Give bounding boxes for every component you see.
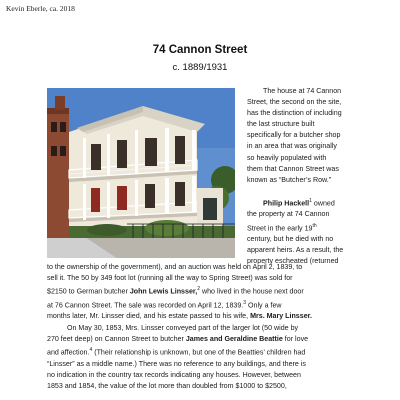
text-line: The house at 74 Cannon <box>263 87 342 95</box>
text-line: property escheated (returned <box>247 257 339 266</box>
text-line: Street in the early 19th <box>247 222 317 232</box>
page-subtitle: c. 1889/1931 <box>172 62 228 73</box>
text-line: specifically for a butcher shop <box>247 131 341 140</box>
text-line: Street, the second on the site, <box>247 98 342 107</box>
hackell-paragraph-column <box>247 196 367 267</box>
beattie-paragraph <box>47 323 367 392</box>
person-name: Philip Hackell <box>263 199 310 208</box>
text-line: century, but he died with no <box>247 235 334 243</box>
text-line: “Linsser” as a middle name.) There was no reference to any buildings, and there is <box>47 359 306 368</box>
byline: Kevin Eberle, ca. 2018 <box>6 4 75 13</box>
text-line: in an area that was originally <box>247 142 337 151</box>
footnote-ref: 1 <box>309 198 312 204</box>
text-line: 1853 and 1854, the value of the lot more than doubled from $1000 to $2500, <box>47 381 287 390</box>
text-line: to the ownership of the government), and an auction was held on April 2, 1839, to <box>47 263 303 271</box>
ordinal-suffix: th <box>312 222 317 229</box>
text-line: $2150 to German butcher John Lewis Linsser,$^2$ who lived in the house next door <box>47 286 304 296</box>
text-line: has the distinction of including <box>247 109 342 118</box>
page-title: 74 Cannon Street <box>152 44 248 56</box>
text-line: at 76 Cannon Street. The sale was recorded on April 12, 1839.$^3$ Only a few <box>47 299 282 309</box>
footnote-ref: 2 <box>197 286 201 293</box>
text-line: the property at 74 Cannon <box>247 210 330 219</box>
hackell-paragraph-full <box>47 262 367 322</box>
text-line: them that Cannon Street was <box>247 164 339 173</box>
text-line: the last structure built <box>247 120 315 129</box>
text-line: so heavily populated with <box>247 153 327 162</box>
text-line: months later, Mr. Linsser died, and his estate passed to his wife, Mrs. Mary Linsser. <box>47 312 312 321</box>
text-line: no indication in the country tax records indicating any houses. However, between <box>47 370 301 379</box>
person-name: Mrs. Mary Linsser. <box>250 312 312 321</box>
footnote-ref: 3 <box>243 299 247 306</box>
text-line: Philip Hackell$^1$ owned <box>263 198 335 208</box>
intro-paragraph <box>247 86 367 186</box>
text-line: On May 30, 1853, Mrs. Linsser conveyed part of the larger lot (50 wide by <box>67 324 299 332</box>
person-name: John Lewis Linsser, <box>129 287 198 296</box>
text-line: sell it. The 50 by 349 foot lot (running all the way to Spring Street) was sold for <box>47 274 293 283</box>
text-line: apparent heirs. As a result, the <box>247 246 344 255</box>
house-photo <box>47 88 235 258</box>
text-line: 270 feet deep) on Cannon Street to butcher James and Geraldine Beattie for love <box>47 335 309 344</box>
person-name: James and Geraldine Beattie <box>185 335 283 344</box>
text-line: and affection.$^4$ (Their relationship is unknown, but one of the Beatties’ children had <box>47 347 306 357</box>
footnote-ref: 4 <box>89 347 93 354</box>
text-line: known as “Butcher’s Row.” <box>247 175 332 184</box>
